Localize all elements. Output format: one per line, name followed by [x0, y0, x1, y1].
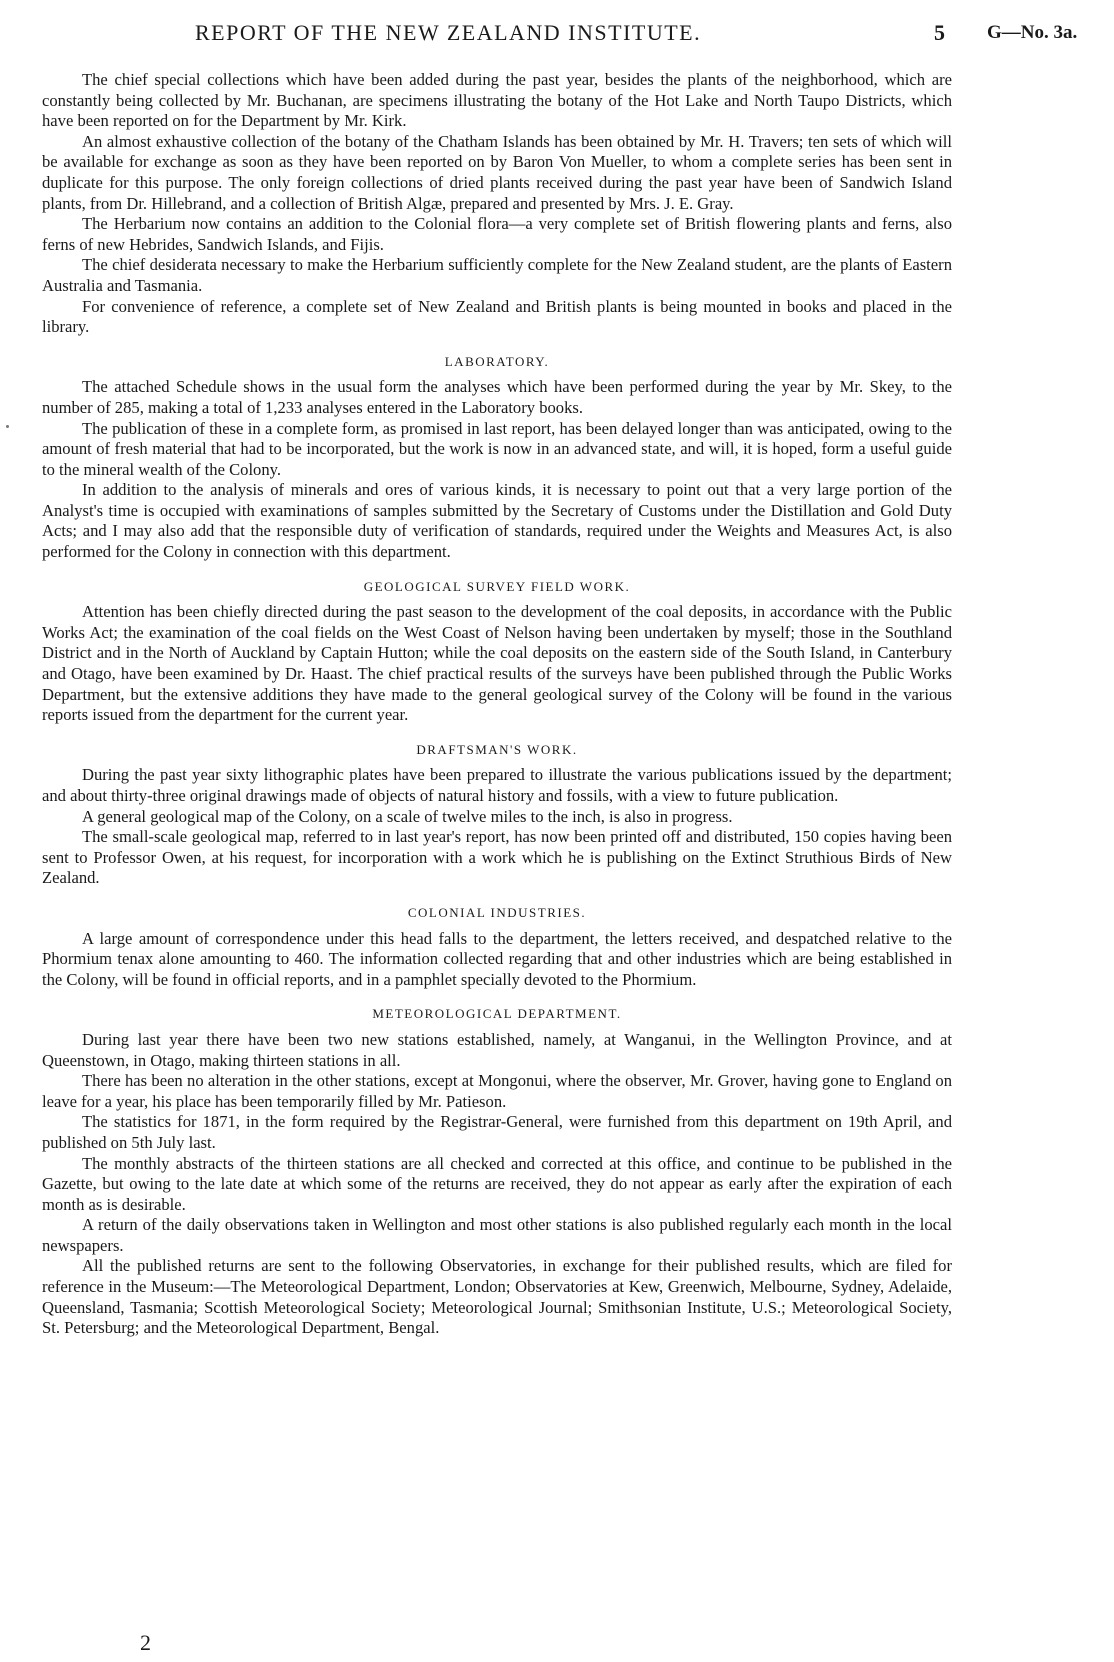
paragraph: Attention has been chiefly directed during the past season to the development of the coal deposits, in accordance with the Public Works Act; the examination of the coal fields on the West Coast of Nelson having been undertaken by myself; those in the Southland District and in the North of Auckland by Captain Hutton; while the coal deposits on the eastern side of the South Island, in Canterbury and Otago, have been examined by Dr. Haast. The chief practical results of the surveys have been published through the Public Works Department, but the extensive additions they have made to the general geological survey of the Colony will be found in the various reports issued from the department for the current year.	[42, 602, 952, 725]
paragraph: The publication of these in a complete form, as promised in last report, has been delayed longer than was anticipated, owing to the amount of fresh material that had to be incorporated, but the work is now in an advanced state, and will, it is hoped, form a useful guide to the mineral wealth of the Colony.	[42, 418, 952, 479]
paragraph: All the published returns are sent to the following Observatories, in exchange for their published results, which are filed for reference in the Museum:—The Meteorological Department, London; Observatories at Kew, Greenwich, Melbourne, Sydney, Adelaide, Queensland, Tasmania; Scottish Meteorological Society; Meteorological Journal; Smithsonian Institute, U.S.; Meteorological Society, St. Petersburg; and the Meteorological Department, Bengal.	[42, 1256, 952, 1338]
margin-mark	[6, 425, 9, 428]
paragraph: There has been no alteration in the other stations, except at Mongonui, where the observer, Mr. Grover, having gone to England on leave for a year, his place has been temporarily filled by Mr. Patieson.	[42, 1071, 952, 1111]
section-heading-geological-survey: GEOLOGICAL SURVEY FIELD WORK.	[363, 578, 631, 594]
document-reference: G—No. 3a.	[987, 22, 1078, 43]
paragraph: A return of the daily observations taken in Wellington and most other stations is also published regularly each month in the local newspapers.	[42, 1215, 952, 1255]
paragraph: The chief desiderata necessary to make the Herbarium sufficiently complete for the New Zealand student, are the plants of Eastern Australia and Tasmania.	[42, 255, 952, 295]
page-header	[0, 14, 1114, 48]
paragraph: The monthly abstracts of the thirteen stations are all checked and corrected at this office, and continue to be published in the Gazette, but owing to the late date at which some of the returns are received, they do not appear as early after the expiration of each month as is desirable.	[42, 1153, 952, 1214]
printer-signature-mark: 2	[140, 1630, 151, 1655]
section-heading-draftsmans-work: DRAFTSMAN'S WORK.	[416, 741, 578, 757]
paragraph: During last year there have been two new stations established, namely, at Wanganui, in the Wellington Province, and at Queenstown, in Otago, making thirteen stations in all.	[42, 1029, 952, 1070]
paragraph: The attached Schedule shows in the usual form the analyses which have been performed during the year by Mr. Skey, to the number of 285, making a total of 1,233 analyses entered in the Laboratory books.	[42, 377, 952, 417]
report-body	[42, 70, 952, 1339]
paragraph: During the past year sixty lithographic plates have been prepared to illustrate the various publications issued by the department; and about thirty-three original drawings made of objects of natural history and fossils, with a view to future publication.	[42, 765, 952, 805]
section-heading-meteorological-department: METEOROLOGICAL DEPARTMENT.	[372, 1006, 622, 1022]
paragraph: The chief special collections which have been added during the past year, besides the plants of the neighborhood, which are constantly being collected by Mr. Buchanan, are specimens illustrating the botany of the Hot Lake and North Taupo Districts, which have been reported on for the Department by Mr. Kirk.	[42, 70, 952, 131]
paragraph: The statistics for 1871, in the form required by the Registrar-General, were furnished from this department on 19th April, and published on 5th July last.	[42, 1112, 952, 1152]
section-heading-laboratory: LABORATORY.	[444, 353, 550, 369]
paragraph: A large amount of correspondence under this head falls to the department, the letters received, and despatched relative to the Phormium tenax alone amounting to 460. The information collected regarding that and other industries which are being established in the Colony, will be found in official reports, and in a pamphlet specially devoted to the Phormium.	[42, 928, 952, 989]
paragraph: The small-scale geological map, referred to in last year's report, has now been printed off and distributed, 150 copies having been sent to Professor Owen, at his request, for incorporation with a work which he is publishing on the Extinct Struthious Birds of New Zealand.	[42, 827, 952, 888]
paragraph: The Herbarium now contains an addition to the Colonial flora—a very complete set of British flowering plants and ferns, also ferns of new Hebrides, Sandwich Islands, and Fijis.	[42, 214, 952, 254]
paragraph: For convenience of reference, a complete set of New Zealand and British plants is being mounted in books and placed in the library.	[42, 296, 952, 337]
paragraph: A general geological map of the Colony, on a scale of twelve miles to the inch, is also in progress.	[82, 806, 733, 826]
page-number: 5	[934, 20, 945, 45]
paragraph: In addition to the analysis of minerals and ores of various kinds, it is necessary to point out that a very large portion of the Analyst's time is occupied with examinations of samples submitted by the Secretary of Customs under the Distillation and Gold Duty Acts; and I may also add that the responsible duty of verification of standards, required under the Weights and Measures Act, is also performed for the Colony in connection with this department.	[42, 480, 952, 562]
paragraph: An almost exhaustive collection of the botany of the Chatham Islands has been obtained by Mr. H. Travers; ten sets of which will be available for exchange as soon as they have been reported on by Baron Von Mueller, to whom a complete series has been sent in duplicate for this purpose. The only foreign collections of dried plants received during the past year have been of Sandwich Island plants, from Dr. Hillebrand, and a collection of British Algæ, prepared and presented by Mrs. J. E. Gray.	[42, 131, 952, 213]
section-heading-colonial-industries: COLONIAL INDUSTRIES.	[407, 904, 587, 920]
running-title: REPORT OF THE NEW ZEALAND INSTITUTE.	[195, 20, 702, 45]
